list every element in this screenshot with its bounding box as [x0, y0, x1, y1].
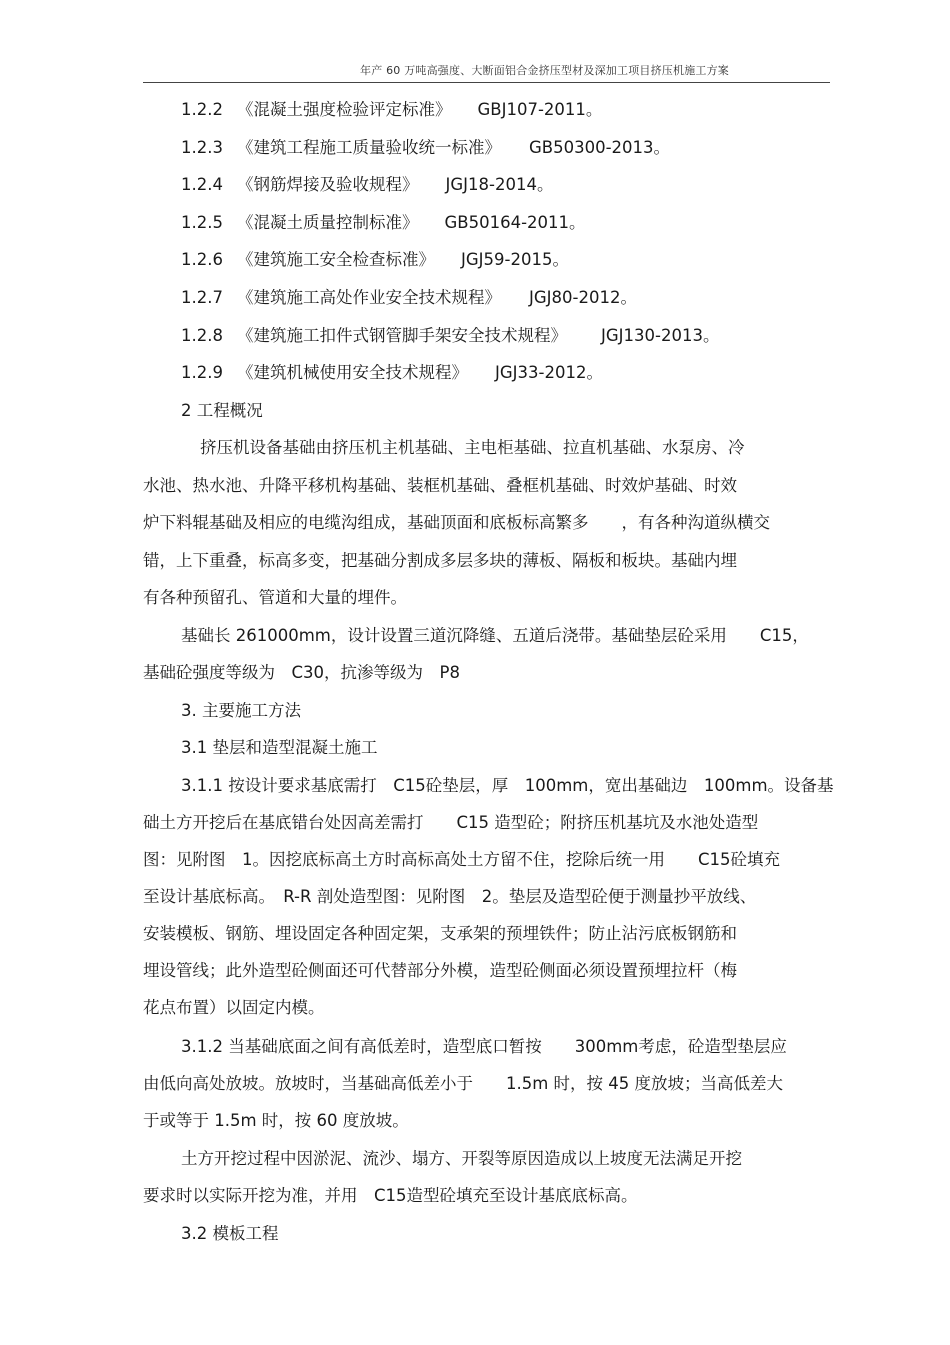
paragraph-line: 错，上下重叠，标高多变，把基础分割成多层多块的薄板、隔板和板块。基础内埋 — [143, 551, 737, 570]
paragraph-line: 础土方开挖后在基底错台处因高差需打 C15 造型砼；附挤压机基坑及水池处造型 — [143, 813, 759, 832]
standard-item — [181, 212, 586, 234]
paragraph-line: 水池、热水池、升降平移机构基础、装框机基础、叠框机基础、时效炉基础、时效 — [143, 476, 737, 495]
standard-item — [181, 137, 670, 159]
subsection-heading: 3.1 垫层和造型混凝土施工 — [181, 738, 378, 757]
paragraph-line: 花点布置）以固定内模。 — [143, 998, 325, 1017]
standard-code: JGJ130-2013。 — [601, 326, 720, 345]
standard-item — [181, 249, 569, 271]
standard-number: 1.2.7 — [181, 288, 223, 307]
standard-title: 《建筑工程施工质量验收统一标准》 — [237, 138, 501, 157]
paragraph-line: 图：见附图 1。因挖底标高土方时高标高处土方留不住，挖除后统一用 C15砼填充 — [143, 850, 781, 869]
paragraph-line: 挤压机设备基础由挤压机主机基础、主电柜基础、拉直机基础、水泵房、冷 — [200, 438, 745, 457]
standard-item — [181, 174, 553, 196]
paragraph-line: 于或等于 1.5m 时，按 60 度放坡。 — [143, 1111, 409, 1130]
paragraph-line: 基础砼强度等级为 C30，抗渗等级为 P8 — [143, 663, 460, 682]
standard-number: 1.2.8 — [181, 326, 223, 345]
standard-number: 1.2.9 — [181, 363, 223, 382]
paragraph-line: 由低向高处放坡。放坡时，当基础高低差小于 1.5m 时，按 45 度放坡；当高低差大 — [143, 1074, 784, 1093]
paragraph-line: 有各种预留孔、管道和大量的埋件。 — [143, 588, 407, 607]
standard-title: 《钢筋焊接及验收规程》 — [237, 175, 419, 194]
standard-item — [181, 325, 719, 347]
paragraph-line: 至设计基底标高。 R-R 剖处造型图：见附图 2。垫层及造型砼便于测量抄平放线、 — [143, 887, 757, 906]
standard-code: JGJ80-2012。 — [529, 288, 637, 307]
standard-code: JGJ33-2012。 — [495, 363, 603, 382]
standard-number: 1.2.4 — [181, 175, 223, 194]
standard-title: 《建筑施工高处作业安全技术规程》 — [237, 288, 501, 307]
paragraph-line: 土方开挖过程中因淤泥、流沙、塌方、开裂等原因造成以上坡度无法满足开挖 — [181, 1149, 742, 1168]
paragraph-line: 要求时以实际开挖为准，并用 C15造型砼填充至设计基底底标高。 — [143, 1186, 638, 1205]
standard-code: JGJ18-2014。 — [445, 175, 554, 194]
standard-code: GBJ107-2011。 — [477, 100, 603, 119]
paragraph-line: 3.1.2 当基础底面之间有高低差时，造型底口暂按 300mm考虑，砼造型垫层应 — [181, 1037, 787, 1056]
standard-title: 《建筑机械使用安全技术规程》 — [237, 363, 468, 382]
standard-code: JGJ59-2015。 — [461, 250, 569, 269]
section-heading: 3. 主要施工方法 — [181, 701, 301, 720]
paragraph-line: 埋设管线；此外造型砼侧面还可代替部分外模，造型砼侧面必须设置预埋拉杆（梅 — [143, 961, 737, 980]
paragraph-line: 3.1.1 按设计要求基底需打 C15砼垫层，厚 100mm，宽出基础边 100mm。设备基 — [181, 776, 834, 795]
standard-code: GB50300-2013。 — [529, 138, 671, 157]
paragraph-line: 炉下料辊基础及相应的电缆沟组成，基础顶面和底板标高繁多 ，有各种沟道纵横交 — [143, 513, 770, 532]
standard-title: 《建筑施工扣件式钢管脚手架安全技术规程》 — [237, 326, 567, 345]
paragraph-line: 安装模板、钢筋、埋设固定各种固定架，支承架的预埋铁件；防止沾污底板钢筋和 — [143, 924, 737, 943]
standard-title: 《混凝土强度检验评定标准》 — [237, 100, 452, 119]
standard-item — [181, 99, 602, 121]
standard-title: 《建筑施工安全检查标准》 — [237, 250, 435, 269]
standard-number: 1.2.6 — [181, 250, 223, 269]
header-rule — [143, 82, 830, 83]
standard-item — [181, 362, 603, 384]
standard-code: GB50164-2011。 — [444, 213, 586, 232]
standard-number: 1.2.5 — [181, 213, 223, 232]
running-header: 年产 60 万吨高强度、大断面铝合金挤压型材及深加工项目挤压机施工方案 — [360, 64, 729, 77]
paragraph-line: 基础长 261000mm，设计设置三道沉降缝、五道后浇带。基础垫层砼采用 C15， — [181, 626, 809, 645]
standard-item — [181, 287, 637, 309]
subsection-heading: 3.2 模板工程 — [181, 1224, 279, 1243]
standard-number: 1.2.3 — [181, 138, 223, 157]
standard-title: 《混凝土质量控制标准》 — [237, 213, 419, 232]
section-heading: 2 工程概况 — [181, 401, 263, 420]
standard-number: 1.2.2 — [181, 100, 223, 119]
